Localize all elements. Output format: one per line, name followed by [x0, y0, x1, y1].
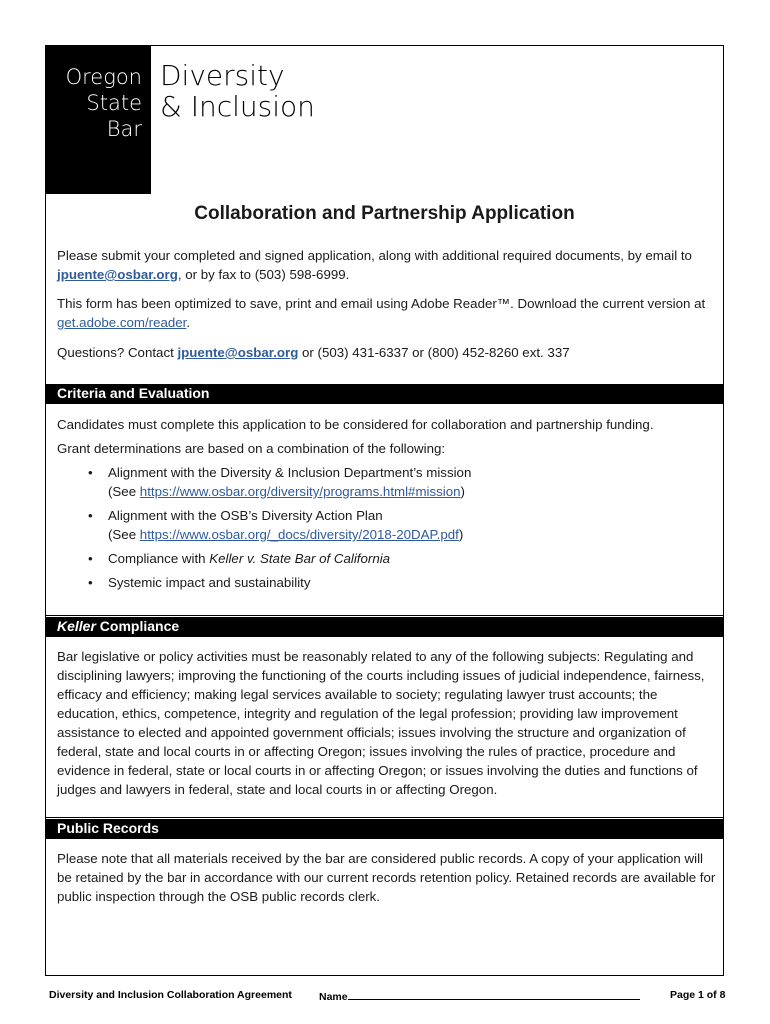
intro-questions-paragraph: Questions? Contact jpuente@osbar.org or (503) 431-6337 or (800) 452-8260 ext. 337: [57, 345, 570, 360]
diversity-action-plan-link[interactable]: https://www.osbar.org/_docs/diversity/2018-20DAP.pdf: [139, 527, 459, 542]
name-input-line[interactable]: [348, 989, 640, 1000]
intro-adobe-paragraph: This form has been optimized to save, print and email using Adobe Reader™. Download the current version at get.adobe.com/reader.: [57, 296, 706, 330]
mission-link[interactable]: https://www.osbar.org/diversity/programs.html#mission: [139, 484, 461, 499]
divider: [46, 817, 723, 818]
intro-submit-paragraph: Please submit your completed and signed application, along with additional required documents, by email to jpuente@osbar.org, or by fax to (503) 598-6999.: [57, 248, 692, 282]
public-records-section-header: Public Records: [46, 819, 723, 838]
footer-page-number: Page 1 of 8: [670, 989, 726, 1001]
bullet-icon: •: [88, 508, 93, 523]
contact-email-link[interactable]: jpuente@osbar.org: [177, 345, 299, 360]
adobe-reader-link[interactable]: get.adobe.com/reader: [57, 315, 187, 330]
osb-logo: [46, 46, 151, 194]
form-page: [45, 45, 724, 976]
bullet-icon: •: [88, 551, 93, 566]
list-item: • Compliance with Keller v. State Bar of California: [88, 551, 391, 566]
footer-name-field: Name: [319, 989, 640, 1003]
keller-body: Bar legislative or policy activities must be reasonably related to any of the following subjects: Regulating and disciplining lawyers; improving the functioning of the courts including issues of judicial independence, fairness, efficacy and efficiency; making legal services available to society; regulating lawyer trust accounts; the education, ethics, competence, integrity and regulation of the legal profession; providing law improvement assistance to elected and appointed government officials; issues involving the structure and organization of federal, state and local courts in or affecting Oregon; issues involving the rules of practice, procedure and evidence in federal, state or local courts in or affecting Oregon; or issues involving the duties and functions of judges and lawyers in federal, state and local courts in or affecting Oregon.: [57, 649, 705, 797]
criteria-basis-line: Grant determinations are based on a combination of the following:: [57, 441, 446, 456]
criteria-section-header: Criteria and Evaluation: [46, 384, 723, 403]
divider: [46, 636, 723, 637]
submit-email-link[interactable]: jpuente@osbar.org: [57, 267, 178, 282]
list-item: • Alignment with the OSB’s Diversity Action Plan (See https://www.osbar.org/_docs/diversity/2018-20DAP.pdf): [88, 508, 464, 542]
osb-logo-text: Oregon State Bar: [65, 65, 142, 141]
footer-document-title: Diversity and Inclusion Collaboration Agreement: [49, 989, 292, 1001]
public-records-body: Please note that all materials received by the bar are considered public records. A copy of your application will be retained by the bar in accordance with our current records retention policy. Retained records are available for public inspection through the OSB public records clerk.: [57, 851, 716, 904]
list-item: • Alignment with the Diversity & Inclusion Department’s mission (See https://www.osbar.org/diversity/programs.html#mission): [88, 465, 472, 499]
criteria-intro-line: Candidates must complete this application to be considered for collaboration and partnership funding.: [57, 417, 654, 432]
list-item: • Systemic impact and sustainability: [88, 575, 311, 590]
page-title: Collaboration and Partnership Application: [194, 203, 575, 224]
bullet-icon: •: [88, 575, 93, 590]
bullet-icon: •: [88, 465, 93, 480]
divider: [46, 403, 723, 404]
divider: [46, 838, 723, 839]
criteria-list: [57, 463, 697, 597]
diversity-inclusion-logo-text: Diversity & Inclusion: [160, 59, 315, 123]
keller-section-header: Keller Compliance: [46, 617, 723, 636]
divider: [46, 615, 723, 616]
